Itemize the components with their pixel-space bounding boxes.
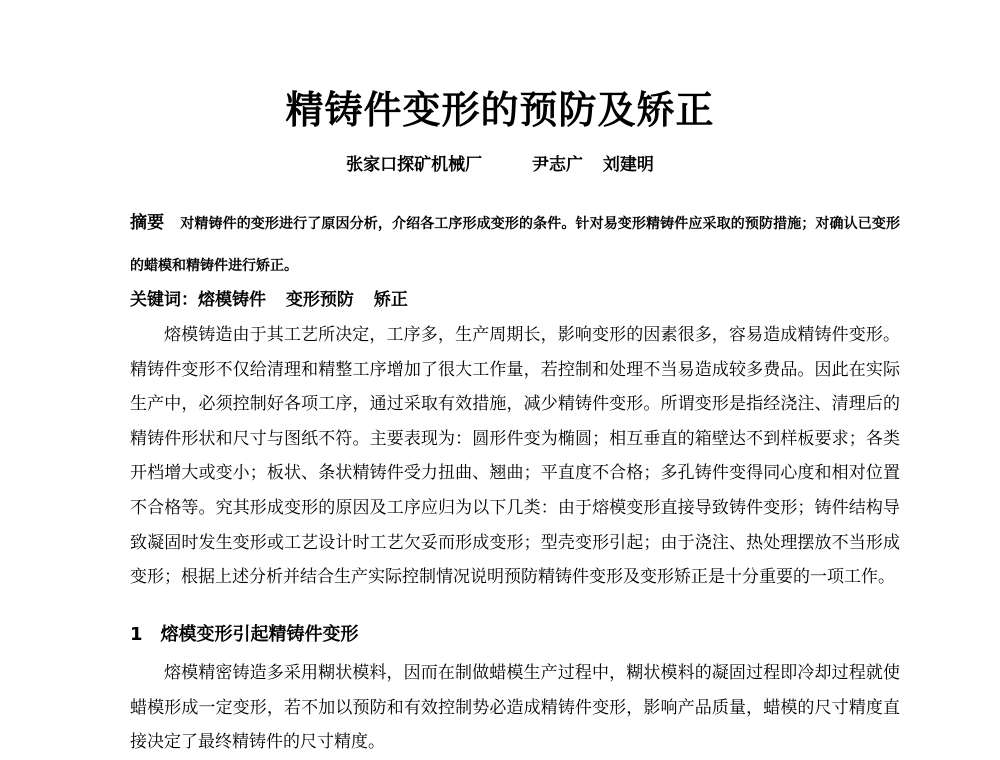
author-name: 尹志广: [532, 155, 583, 175]
abstract: [130, 202, 900, 287]
abstract-label: 摘要: [130, 213, 165, 233]
paper-title: 精铸件变形的预防及矫正: [285, 87, 715, 132]
body-paragraph: 熔模铸造由于其工艺所决定，工序多，生产周期长，影响变形的因素很多，容易造成精铸件变形。精铸件变形不仅给清理和精整工序增加了很大工作量，若控制和处理不当易造成较多费品。因此在实际生产中，必须控制好各项工序，通过采取有效措施，减少精铸件变形。所谓变形是指经浇注、清理后的精铸件形状和尺寸与图纸不符。主要表现为：圆形件变为椭圆；相互垂直的箱壁达不到样板要求；各类开档增大或变小；板状、条状精铸件受力扭曲、翘曲；平直度不合格；多孔铸件变得同心度和相对位置不合格等。究其形成变形的原因及工序应归为以下几类：由于熔模变形直接导致铸件变形；铸件结构导致凝固时发生变形或工艺设计时工艺欠妥而形成变形；型壳变形引起；由于浇注、热处理摆放不当形成变形；根据上述分析并结合生产实际控制情况说明预防精铸件变形及变形矫正是十分重要的一项工作。: [130, 325, 900, 588]
keywords-label: 关键词：: [130, 290, 198, 310]
keyword: 矫正: [373, 290, 408, 310]
author-line: [0, 152, 1000, 178]
section-title: 熔模变形引起精铸件变形: [160, 624, 359, 645]
keywords: [130, 286, 900, 314]
body-paragraph: 熔模精密铸造多采用糊状模料，因而在制做蜡模生产过程中，糊状模料的凝固过程即冷却过程就使蜡模形成一定变形，若不加以预防和有效控制势必造成精铸件变形，影响产品质量，蜡模的尺寸精度直接决定了最终精铸件的尺寸精度。: [130, 663, 900, 753]
abstract-text: 对精铸件的变形进行了原因分析，介绍各工序形成变形的条件。针对易变形精铸件应采取的预防措施；对确认已变形的蜡模和精铸件进行矫正。: [130, 216, 901, 274]
author-name: 刘建明: [602, 155, 654, 175]
section-number: 1: [130, 624, 143, 645]
keyword: 变形预防: [285, 290, 354, 310]
section-heading: [130, 620, 900, 650]
keyword: 熔模铸件: [198, 290, 266, 310]
affiliation: 张家口探矿机械厂: [346, 155, 483, 175]
